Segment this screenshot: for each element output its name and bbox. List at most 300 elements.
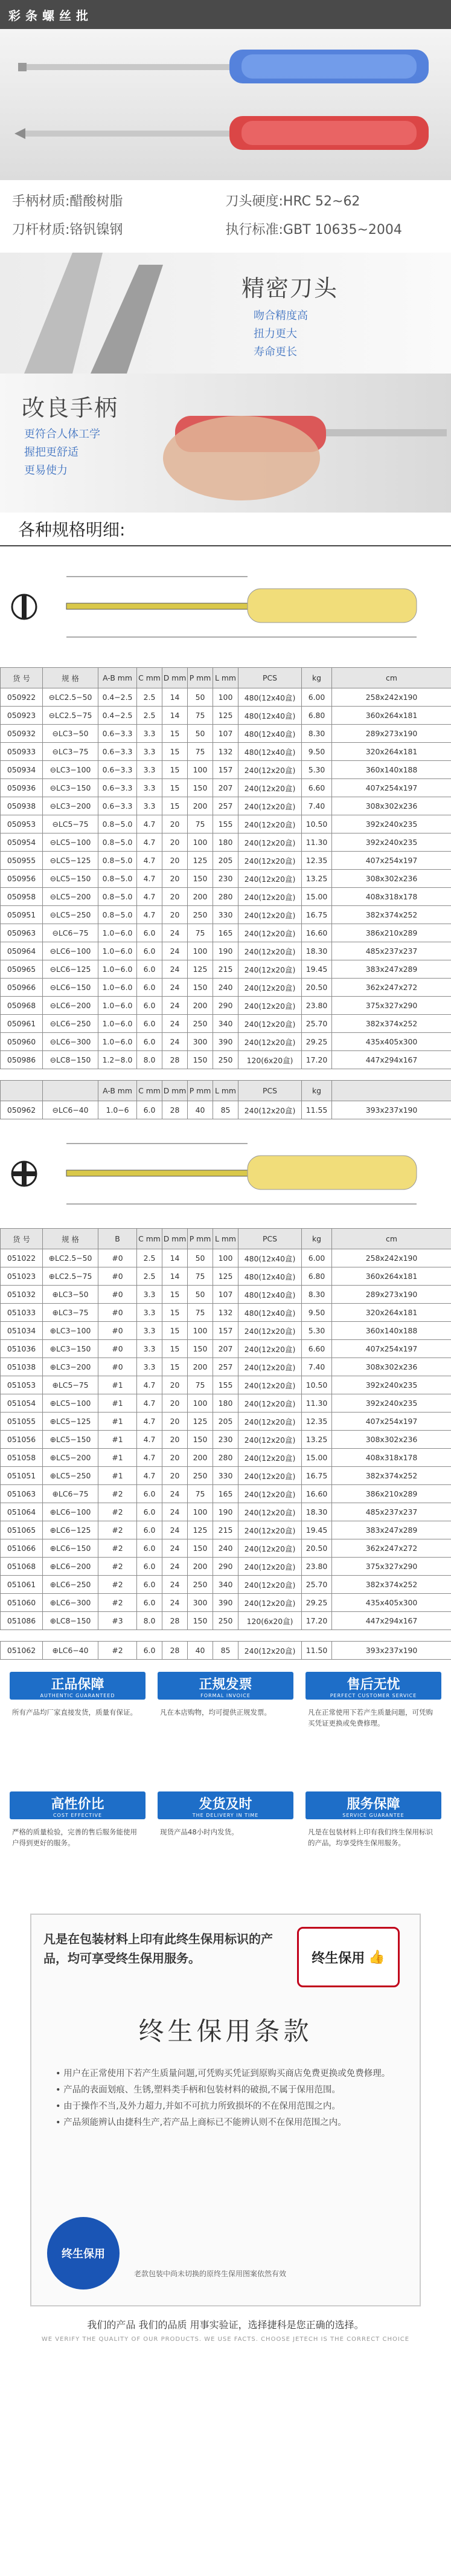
table-cell: 75 (188, 815, 213, 833)
table-cell: 485x237x237 (332, 1503, 451, 1521)
table-cell: 75 (188, 1376, 213, 1394)
table-cell: ⊖LC6−75 (43, 924, 98, 942)
table-cell: 85 (213, 1642, 238, 1660)
table-cell: 20 (162, 833, 188, 852)
table-cell: 24 (162, 1033, 188, 1051)
table-cell: 051066 (1, 1539, 43, 1558)
table-cell: ⊖LC8−150 (43, 1051, 98, 1069)
table-cell: 50 (188, 688, 213, 707)
table-cell: 205 (213, 852, 238, 870)
table-cell: 408x318x178 (332, 888, 451, 906)
table-cell: ⊕LC5−100 (43, 1394, 98, 1413)
table-cell: 0.6−3.3 (98, 743, 137, 761)
table-cell: 19.45 (302, 960, 332, 979)
table-cell: 4.7 (137, 852, 162, 870)
table-cell: 2.5 (137, 688, 162, 707)
table-cell: 480(12x40盒) (238, 1267, 302, 1286)
hero-image (0, 29, 451, 180)
service-value: 高性价比 COST EFFECTIVE 严格的质量检验，完善的售后服务能使用户得到更好的服务。 (10, 1791, 146, 1901)
table-cell: #1 (98, 1431, 137, 1449)
table-cell: 11.50 (302, 1642, 332, 1660)
table-cell: 28 (162, 1051, 188, 1069)
table-cell: 4.7 (137, 1467, 162, 1485)
table-row (1, 725, 451, 743)
table-cell: 1.0−6.0 (98, 1015, 137, 1033)
table-cell: 289x273x190 (332, 725, 451, 743)
material-standard: 执行标准:GBT 10635~2004 (225, 222, 402, 238)
table-cell: 051061 (1, 1576, 43, 1594)
table-cell: 150 (188, 1051, 213, 1069)
table-cell: 3.3 (137, 1358, 162, 1376)
table-cell: 050954 (1, 833, 43, 852)
table-cell: 200 (188, 1449, 213, 1467)
page-title: 彩条螺丝批 (8, 8, 93, 23)
table-cell: 40 (188, 1642, 213, 1660)
table-cell: 14 (162, 1267, 188, 1286)
table-cell: 050968 (1, 997, 43, 1015)
table-cell: 0.6−3.3 (98, 779, 137, 797)
table-cell: 20 (162, 852, 188, 870)
table-cell: 051058 (1, 1449, 43, 1467)
table-cell: #0 (98, 1304, 137, 1322)
table-cell: 050958 (1, 888, 43, 906)
material-handle: 手柄材质:醋酸树脂 (12, 194, 123, 209)
table-cell: 6.0 (137, 1594, 162, 1612)
table-cell: 8.30 (302, 725, 332, 743)
table-cell: 240(12x20盒) (238, 1467, 302, 1485)
screwdrivers-illustration (0, 29, 451, 180)
table-row (1, 1521, 451, 1539)
table-cell: 360x140x188 (332, 761, 451, 779)
table-cell: 8.30 (302, 1286, 332, 1304)
table-cell: 050956 (1, 870, 43, 888)
table-cell: 0.8−5.0 (98, 833, 137, 852)
table-row (1, 1394, 451, 1413)
table-cell: ⊖LC6−150 (43, 979, 98, 997)
table-cell: 7.40 (302, 1358, 332, 1376)
table-cell: 0.8−5.0 (98, 815, 137, 833)
table-cell: 17.20 (302, 1051, 332, 1069)
slotted-shaft (24, 64, 229, 70)
table-cell: 12.35 (302, 1413, 332, 1431)
service-delivery: 发货及时 THE DELIVERY IN TIME 现货产品48小时内发货。 (158, 1791, 293, 1901)
table-cell: 24 (162, 960, 188, 979)
table-cell: 15 (162, 1304, 188, 1322)
table-cell: 393x237x190 (332, 1642, 451, 1660)
table-cell: 50 (188, 1286, 213, 1304)
table-cell: ⊖LC6−200 (43, 997, 98, 1015)
table-cell: 23.80 (302, 1558, 332, 1576)
table-cell: 24 (162, 997, 188, 1015)
table-cell: 393x237x190 (332, 1101, 451, 1119)
table-row (1, 1051, 451, 1069)
table-cell: #0 (98, 1358, 137, 1376)
warranty-stamp: 终生保用 (47, 2217, 120, 2290)
table-cell: 20 (162, 906, 188, 924)
table-cell: 24 (162, 1485, 188, 1503)
table-cell: 050960 (1, 1033, 43, 1051)
table-cell: 107 (213, 1286, 238, 1304)
table-cell: 240 (213, 979, 238, 997)
table-cell: ⊖LC3−200 (43, 797, 98, 815)
table-cell: 20 (162, 1467, 188, 1485)
table-cell: 050955 (1, 852, 43, 870)
table-cell: 360x264x181 (332, 1267, 451, 1286)
table-cell: ⊖LC5−150 (43, 870, 98, 888)
table-cell: 250 (188, 1576, 213, 1594)
table-cell: 9.50 (302, 1304, 332, 1322)
table-cell: 13.25 (302, 1431, 332, 1449)
table-cell: 240(12x20盒) (238, 833, 302, 852)
table-cell: 330 (213, 906, 238, 924)
table-cell: 375x327x290 (332, 997, 451, 1015)
table-cell: ⊕LC5−125 (43, 1413, 98, 1431)
table-cell: 2.5 (137, 1249, 162, 1267)
table-cell: 240(12x20盒) (238, 1322, 302, 1340)
table-row (1, 1558, 451, 1576)
table-cell: 240(12x20盒) (238, 1015, 302, 1033)
table-cell: 050936 (1, 779, 43, 797)
table-cell: 165 (213, 1485, 238, 1503)
table-row (1, 707, 451, 725)
table-cell: 240(12x20盒) (238, 1576, 302, 1594)
table-cell: 300 (188, 1033, 213, 1051)
table-cell: 5.30 (302, 1322, 332, 1340)
feature-precision-tip (0, 253, 451, 374)
table-cell: 240(12x20盒) (238, 1413, 302, 1431)
table-cell: 250 (213, 1051, 238, 1069)
table-cell: #0 (98, 1286, 137, 1304)
table-cell: 1.0−6.0 (98, 924, 137, 942)
table-cell: 6.0 (137, 1033, 162, 1051)
table-cell: 051056 (1, 1431, 43, 1449)
table-cell: 240 (213, 1539, 238, 1558)
table-cell: 051036 (1, 1340, 43, 1358)
table-cell: 4.7 (137, 833, 162, 852)
table-cell: #1 (98, 1467, 137, 1485)
slotted-tip (18, 63, 27, 71)
table-cell: 20.50 (302, 979, 332, 997)
table-cell: 0.4−2.5 (98, 688, 137, 707)
table-cell: 16.75 (302, 906, 332, 924)
table-cell: 240(12x20盒) (238, 1033, 302, 1051)
service-authentic: 正品保障 AUTHENTIC GUARANTEED 所有产品均厂家直接发货，质量有保证。 (10, 1672, 146, 1782)
table-cell: 15 (162, 725, 188, 743)
table-cell: 7.40 (302, 797, 332, 815)
table-cell: 050986 (1, 1051, 43, 1069)
warranty-item: • 产品须能辨认由捷科生产,若产品上商标已不能辨认则不在保用范围之内。 (56, 2118, 347, 2128)
table-cell: 20 (162, 1394, 188, 1413)
table-cell: 1.2−8.0 (98, 1051, 137, 1069)
table-cell: 240(12x20盒) (238, 997, 302, 1015)
table-cell: 480(12x40盒) (238, 725, 302, 743)
table-cell: 8.0 (137, 1612, 162, 1630)
table-cell: 85 (213, 1101, 238, 1119)
table-row (1, 942, 451, 960)
feature2-lines: 更符合人体工学 握把更舒适 更易使力 (24, 428, 100, 477)
table-cell: 240(12x20盒) (238, 815, 302, 833)
table-cell: 050953 (1, 815, 43, 833)
table-cell: 28 (162, 1101, 188, 1119)
table-cell: 051033 (1, 1304, 43, 1322)
table-row (1, 779, 451, 797)
table-cell: 20 (162, 815, 188, 833)
table-cell: #1 (98, 1449, 137, 1467)
table-cell: 18.30 (302, 942, 332, 960)
table-cell: 125 (213, 1267, 238, 1286)
table-cell: 215 (213, 960, 238, 979)
table-cell: 24 (162, 1576, 188, 1594)
table-cell: 18.30 (302, 1503, 332, 1521)
table-cell: 051051 (1, 1467, 43, 1485)
table-cell: 15 (162, 1286, 188, 1304)
table-row (1, 1267, 451, 1286)
table-cell: #2 (98, 1642, 137, 1660)
table-cell: 20 (162, 1431, 188, 1449)
table-cell: 051032 (1, 1286, 43, 1304)
table-cell: 050961 (1, 1015, 43, 1033)
table-cell: 3.3 (137, 743, 162, 761)
table-cell: 11.55 (302, 1101, 332, 1119)
table-cell: ⊖LC6−300 (43, 1033, 98, 1051)
table-cell: ⊕LC6−100 (43, 1503, 98, 1521)
table-cell: 4.7 (137, 1376, 162, 1394)
table-cell: 300 (188, 1594, 213, 1612)
table-cell: #2 (98, 1558, 137, 1576)
table-cell: 6.0 (137, 997, 162, 1015)
phillips-tip (14, 128, 25, 139)
table-row (1, 833, 451, 852)
table-row (1, 815, 451, 833)
table-cell: 20 (162, 1376, 188, 1394)
table-cell: 120(6x20盒) (238, 1051, 302, 1069)
table-cell: 190 (213, 1503, 238, 1521)
table-cell: 447x294x167 (332, 1051, 451, 1069)
table-cell: 24 (162, 979, 188, 997)
table-cell: 382x374x252 (332, 906, 451, 924)
table-row (1, 979, 451, 997)
table-cell: 4.7 (137, 906, 162, 924)
table-cell: 24 (162, 942, 188, 960)
table-cell: 20.50 (302, 1539, 332, 1558)
table-cell: 240(12x20盒) (238, 852, 302, 870)
table-cell: #2 (98, 1521, 137, 1539)
table-row (1, 1467, 451, 1485)
table-cell: 051054 (1, 1394, 43, 1413)
table-cell: 6.00 (302, 1249, 332, 1267)
table-cell: 3.3 (137, 1340, 162, 1358)
table-cell: 28 (162, 1642, 188, 1660)
table-cell: 50 (188, 1249, 213, 1267)
table-row (1, 1539, 451, 1558)
warranty-item: • 产品的表面划痕、生锈,塑料类手柄和包装材料的破损,不属于保用范围。 (56, 2085, 341, 2095)
table-cell: 392x240x235 (332, 1394, 451, 1413)
table-cell: 50 (188, 725, 213, 743)
table-cell: 280 (213, 888, 238, 906)
table-cell: 050923 (1, 707, 43, 725)
table-cell: 050966 (1, 979, 43, 997)
table-cell: 125 (213, 707, 238, 725)
table-row (1, 1015, 451, 1033)
table-cell: 15 (162, 761, 188, 779)
table-cell: #0 (98, 1322, 137, 1340)
table-cell: 0.8−5.0 (98, 852, 137, 870)
table-cell: 2.5 (137, 707, 162, 725)
table-cell: 258x242x190 (332, 688, 451, 707)
table-cell: 215 (213, 1521, 238, 1539)
table-cell: 6.0 (137, 942, 162, 960)
table-cell: 29.25 (302, 1033, 332, 1051)
table-row (1, 906, 451, 924)
table-cell: 100 (213, 1249, 238, 1267)
table-cell: 100 (188, 833, 213, 852)
table-cell: 050965 (1, 960, 43, 979)
table-cell: 0.4−2.5 (98, 707, 137, 725)
table-cell: 20 (162, 870, 188, 888)
table-cell: 382x374x252 (332, 1576, 451, 1594)
table-cell: 240(12x20盒) (238, 797, 302, 815)
warranty-intro: 凡是在包装材料上印有此终生保用标识的产品，均可享受终生保用服务。 (43, 1932, 273, 1966)
table-cell: 15.00 (302, 1449, 332, 1467)
table-cell: 360x140x188 (332, 1322, 451, 1340)
slotted-handle-drawing (248, 589, 417, 623)
table-cell: 330 (213, 1467, 238, 1485)
table-cell: 240(12x20盒) (238, 924, 302, 942)
table-cell: 4.7 (137, 1394, 162, 1413)
table-cell: 100 (188, 1322, 213, 1340)
table-cell: 240(12x20盒) (238, 1394, 302, 1413)
table-cell: 230 (213, 870, 238, 888)
table-cell: ⊖LC2.5−50 (43, 688, 98, 707)
table-cell: 320x264x181 (332, 1304, 451, 1322)
table-cell: 230 (213, 1431, 238, 1449)
tip-closeup-image (0, 253, 199, 374)
table-cell: 200 (188, 997, 213, 1015)
table-cell: 6.0 (137, 1558, 162, 1576)
table-cell: 23.80 (302, 997, 332, 1015)
table-row (1, 1431, 451, 1449)
table-cell: 1.0−6.0 (98, 942, 137, 960)
feature1-title: 精密刀头 (241, 275, 339, 302)
table-row (1, 997, 451, 1015)
table-cell: 362x247x272 (332, 979, 451, 997)
table-cell: 051060 (1, 1594, 43, 1612)
table-cell: 6.0 (137, 1576, 162, 1594)
table-cell: 155 (213, 815, 238, 833)
table-cell: 240(12x20盒) (238, 1503, 302, 1521)
table-cell: 0.6−3.3 (98, 797, 137, 815)
table-cell: 240(12x20盒) (238, 870, 302, 888)
page-header (0, 0, 451, 29)
table-row (1, 1449, 451, 1467)
table-cell: 6.0 (137, 960, 162, 979)
table-cell: 120(6x20盒) (238, 1612, 302, 1630)
table-cell: 205 (213, 1413, 238, 1431)
table-cell: 14 (162, 1249, 188, 1267)
table-cell: 435x405x300 (332, 1594, 451, 1612)
table-cell: 240(12x20盒) (238, 979, 302, 997)
table-row (1, 743, 451, 761)
table-cell: 3.3 (137, 761, 162, 779)
table-cell: ⊕LC6−150 (43, 1539, 98, 1558)
table-cell: 100 (188, 761, 213, 779)
table-cell: ⊖LC6−100 (43, 942, 98, 960)
table-cell: 050934 (1, 761, 43, 779)
table-cell: 289x273x190 (332, 1286, 451, 1304)
table-cell: ⊕LC2.5−50 (43, 1249, 98, 1267)
table-cell: #0 (98, 1340, 137, 1358)
table-cell: 155 (213, 1376, 238, 1394)
table-cell: 75 (188, 707, 213, 725)
table-cell: ⊖LC3−150 (43, 779, 98, 797)
table-cell: 15 (162, 797, 188, 815)
table-cell: 0.6−3.3 (98, 725, 137, 743)
footer-en: WE VERIFY THE QUALITY OF OUR PRODUCTS. WE USE FACTS. CHOOSE JETECH IS THE CORRECT CHOICE (41, 2336, 410, 2343)
table-row (1, 1485, 451, 1503)
slotted-drawing (0, 546, 451, 667)
table-cell: 12.35 (302, 852, 332, 870)
table-cell: #2 (98, 1594, 137, 1612)
spec-title: 各种规格明细: (0, 513, 451, 546)
table-row (1, 1358, 451, 1376)
table-cell: 408x318x178 (332, 1449, 451, 1467)
table-cell: 051086 (1, 1612, 43, 1630)
table-cell: 240(12x20盒) (238, 761, 302, 779)
table-cell: 11.30 (302, 1394, 332, 1413)
table-cell: 207 (213, 1340, 238, 1358)
table-cell: #2 (98, 1576, 137, 1594)
table-cell: ⊖LC5−200 (43, 888, 98, 906)
table-cell: 308x302x236 (332, 797, 451, 815)
slotted-extra-table: A-B mm C mm D mm P mm L mm PCS kg 050962 ⊖LC6−40 1.0−6 6.0 28 40 85 240(12x20盒) 11.55 393x237x190 (0, 1080, 451, 1119)
table-cell: 125 (188, 1521, 213, 1539)
table-cell: 240(12x20盒) (238, 1642, 302, 1660)
table-cell: 75 (188, 1267, 213, 1286)
table-cell: 100 (188, 1503, 213, 1521)
table-cell: 480(12x40盒) (238, 743, 302, 761)
table-cell: ⊕LC6−300 (43, 1594, 98, 1612)
table-cell: 6.0 (137, 1485, 162, 1503)
table-cell: 190 (213, 942, 238, 960)
table-cell: 240(12x20盒) (238, 1431, 302, 1449)
table-cell: 386x210x289 (332, 1485, 451, 1503)
warranty-items (56, 2066, 401, 2131)
table-cell: 392x240x235 (332, 1376, 451, 1394)
table-cell: 180 (213, 833, 238, 852)
table-row (1, 1642, 451, 1660)
table-cell: 250 (188, 1015, 213, 1033)
table-cell: ⊖LC3−100 (43, 761, 98, 779)
table-cell: 1.0−6.0 (98, 979, 137, 997)
feature-improved-handle (0, 374, 451, 513)
table-cell: 125 (188, 1413, 213, 1431)
table-cell: 165 (213, 924, 238, 942)
table-cell: 308x302x236 (332, 1358, 451, 1376)
table-cell: 75 (188, 924, 213, 942)
table-cell: ⊕LC3−200 (43, 1358, 98, 1376)
service-grid (0, 1660, 451, 1914)
table-cell: 280 (213, 1449, 238, 1467)
table-row (1, 1413, 451, 1431)
table-row (1, 1033, 451, 1051)
table-cell: 250 (213, 1612, 238, 1630)
table-cell: 050922 (1, 688, 43, 707)
slotted-spec-table (0, 667, 451, 1069)
table-cell: 362x247x272 (332, 1539, 451, 1558)
table-cell: #1 (98, 1413, 137, 1431)
table-cell: 051053 (1, 1376, 43, 1394)
table-cell: 14 (162, 688, 188, 707)
